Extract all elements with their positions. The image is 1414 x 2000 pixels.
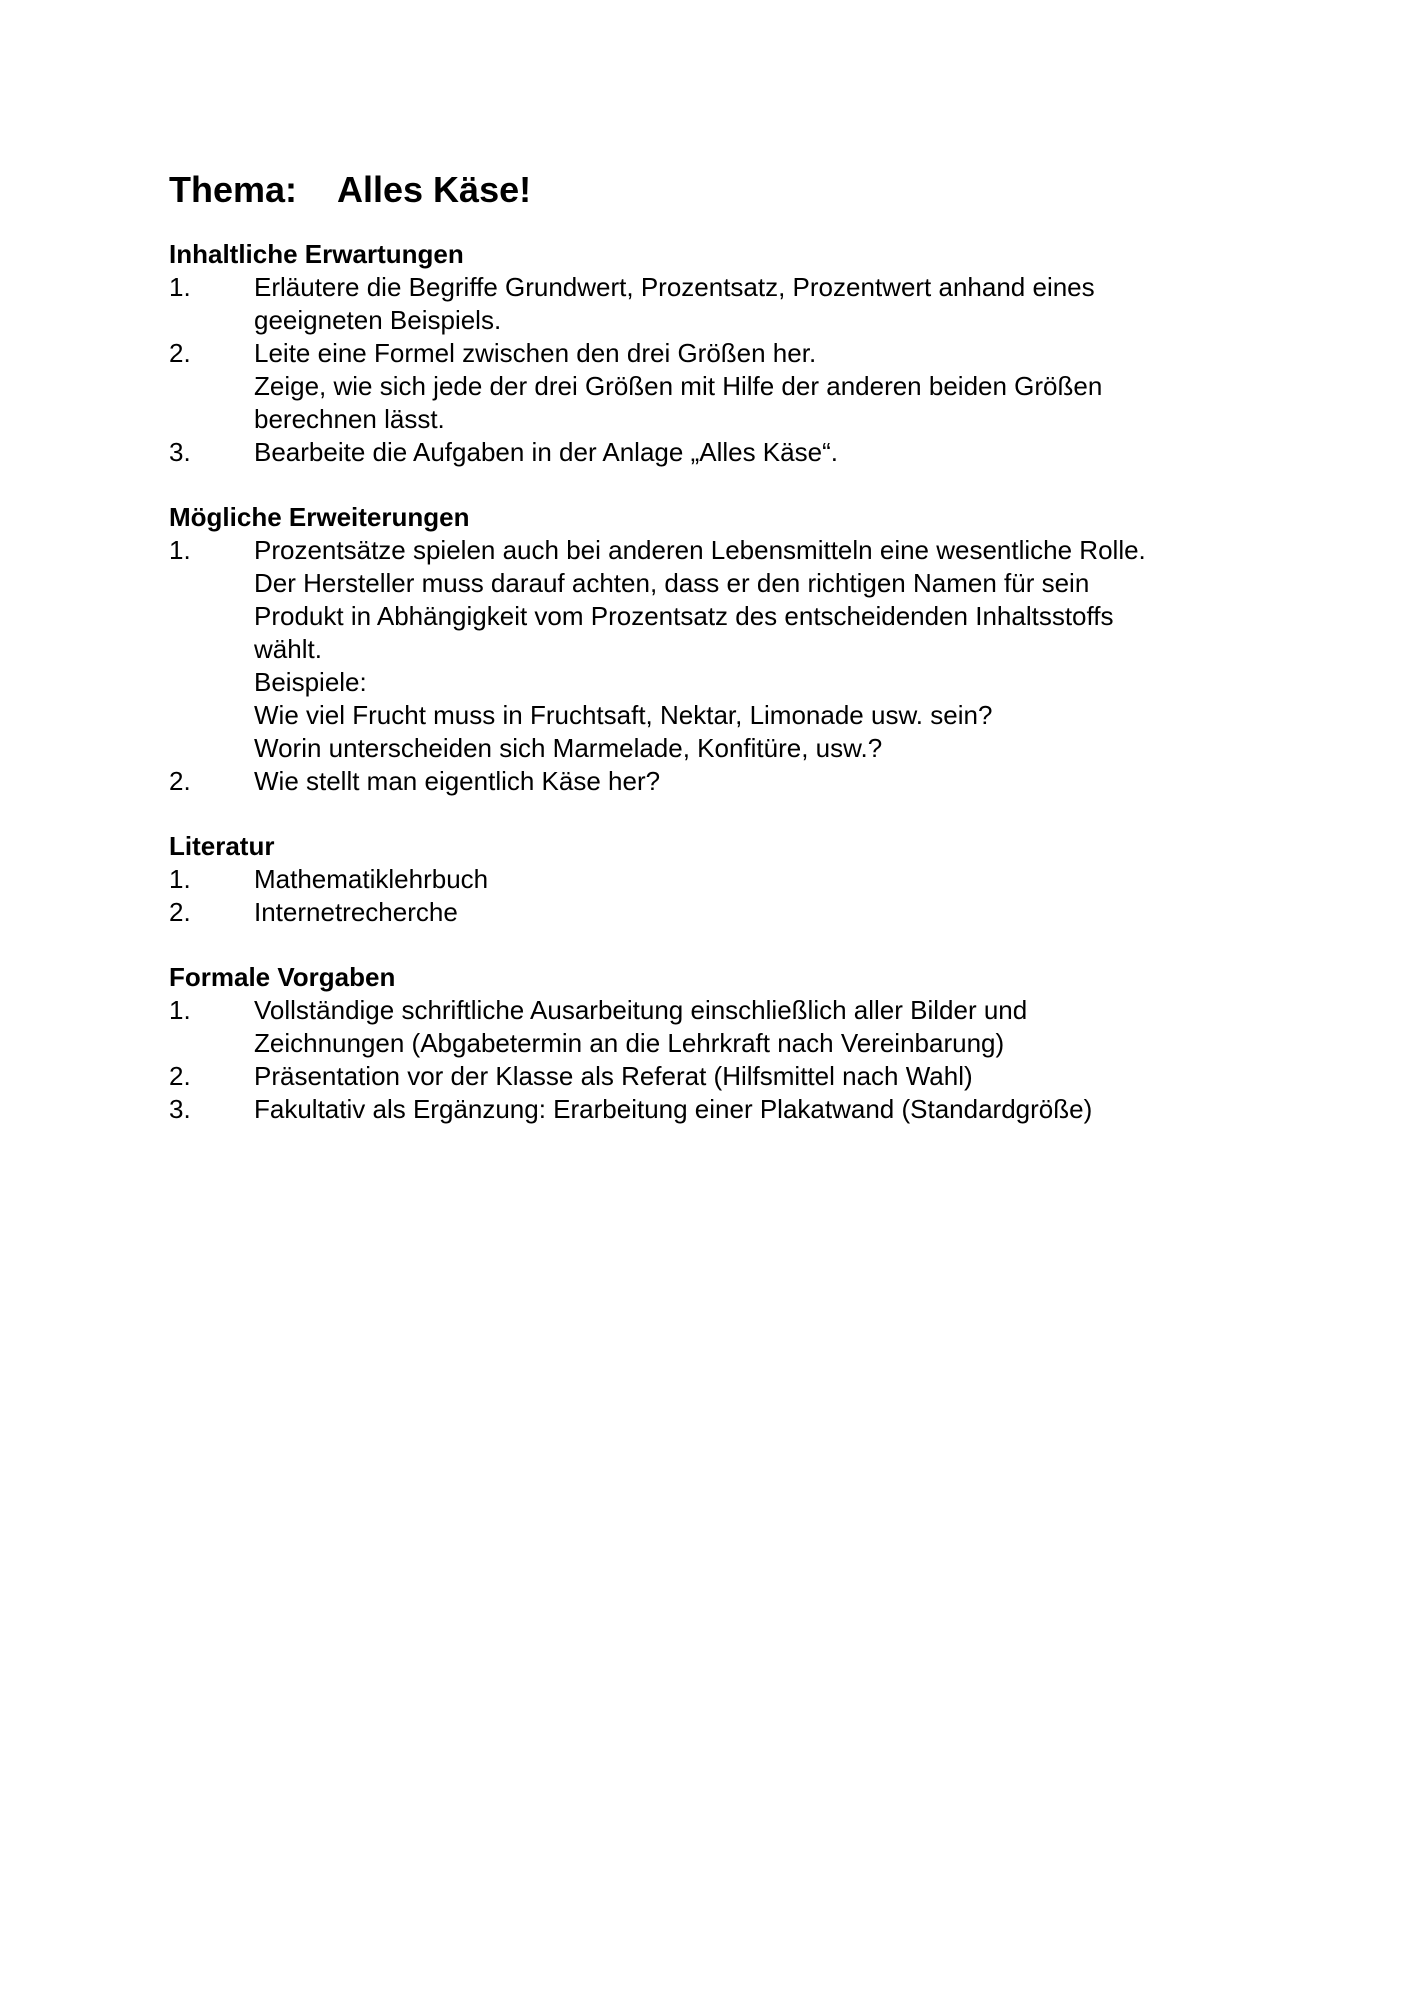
section-heading: Mögliche Erweiterungen bbox=[169, 502, 470, 532]
list-item bbox=[169, 436, 1289, 469]
list-item bbox=[169, 994, 1289, 1060]
list-item-line: Worin unterscheiden sich Marmelade, Konfitüre, usw.? bbox=[254, 733, 883, 763]
list-item-line: Leite eine Formel zwischen den drei Größen her. bbox=[254, 338, 817, 368]
list-item-line: Zeige, wie sich jede der drei Größen mit Hilfe der anderen beiden Größen bbox=[254, 371, 1103, 401]
list-item bbox=[169, 863, 1289, 896]
list-item-line: Wie viel Frucht muss in Fruchtsaft, Nektar, Limonade usw. sein? bbox=[254, 700, 993, 730]
list-item-line: Zeichnungen (Abgabetermin an die Lehrkraft nach Vereinbarung) bbox=[254, 1028, 1005, 1058]
list-item-text bbox=[254, 994, 1289, 1060]
list-item-line: Prozentsätze spielen auch bei anderen Lebensmitteln eine wesentliche Rolle. bbox=[254, 535, 1146, 565]
list-item-number: 1. bbox=[169, 995, 191, 1025]
document-title bbox=[169, 168, 1289, 212]
list-item-number: 3. bbox=[169, 1094, 191, 1124]
title-text: Alles Käse! bbox=[337, 169, 532, 210]
list-item bbox=[169, 896, 1289, 929]
list-item-number: 1. bbox=[169, 272, 191, 302]
list-item-text bbox=[254, 765, 1289, 798]
list-item-number: 2. bbox=[169, 897, 191, 927]
list-item-text bbox=[254, 896, 1289, 929]
list-item-line: Produkt in Abhängigkeit vom Prozentsatz des entscheidenden Inhaltsstoffs bbox=[254, 601, 1114, 631]
document-page bbox=[169, 168, 1289, 1158]
list-item-number: 3. bbox=[169, 437, 191, 467]
list-item-line: berechnen lässt. bbox=[254, 404, 445, 434]
title-label: Thema: bbox=[169, 169, 298, 210]
section bbox=[169, 238, 1289, 469]
list-item bbox=[169, 1060, 1289, 1093]
list-item-line: Der Hersteller muss darauf achten, dass er den richtigen Namen für sein bbox=[254, 568, 1090, 598]
section bbox=[169, 830, 1289, 929]
list-item-text bbox=[254, 863, 1289, 896]
list-item-line: Wie stellt man eigentlich Käse her? bbox=[254, 766, 661, 796]
list-item-line: geeigneten Beispiels. bbox=[254, 305, 502, 335]
list-item bbox=[169, 337, 1289, 436]
list-item-line: Präsentation vor der Klasse als Referat (Hilfsmittel nach Wahl) bbox=[254, 1061, 973, 1091]
list-item-line: Beispiele: bbox=[254, 667, 367, 697]
list-item-text bbox=[254, 1060, 1289, 1093]
section-heading: Inhaltliche Erwartungen bbox=[169, 239, 464, 269]
list-item-line: Erläutere die Begriffe Grundwert, Prozentsatz, Prozentwert anhand eines bbox=[254, 272, 1095, 302]
list-item-line: Vollständige schriftliche Ausarbeitung einschließlich aller Bilder und bbox=[254, 995, 1028, 1025]
list-item-number: 1. bbox=[169, 535, 191, 565]
list-item-number: 1. bbox=[169, 864, 191, 894]
list-item-line: wählt. bbox=[254, 634, 322, 664]
list-item bbox=[169, 534, 1289, 765]
list-item-line: Fakultativ als Ergänzung: Erarbeitung einer Plakatwand (Standardgröße) bbox=[254, 1094, 1093, 1124]
list-item-text bbox=[254, 271, 1289, 337]
list-item bbox=[169, 271, 1289, 337]
list-item-number: 2. bbox=[169, 1061, 191, 1091]
list-item-line: Mathematiklehrbuch bbox=[254, 864, 489, 894]
section bbox=[169, 501, 1289, 798]
list-item-text bbox=[254, 1093, 1289, 1126]
list-item-text bbox=[254, 436, 1289, 469]
list-item-line: Bearbeite die Aufgaben in der Anlage „Alles Käse“. bbox=[254, 437, 838, 467]
list-item-text bbox=[254, 337, 1289, 436]
list-item bbox=[169, 1093, 1289, 1126]
section-heading: Formale Vorgaben bbox=[169, 962, 396, 992]
list-item-line: Internetrecherche bbox=[254, 897, 458, 927]
section-heading: Literatur bbox=[169, 831, 275, 861]
sections-container bbox=[169, 238, 1289, 1126]
section bbox=[169, 961, 1289, 1126]
list-item-text bbox=[254, 534, 1289, 765]
list-item-number: 2. bbox=[169, 338, 191, 368]
list-item-number: 2. bbox=[169, 766, 191, 796]
list-item bbox=[169, 765, 1289, 798]
